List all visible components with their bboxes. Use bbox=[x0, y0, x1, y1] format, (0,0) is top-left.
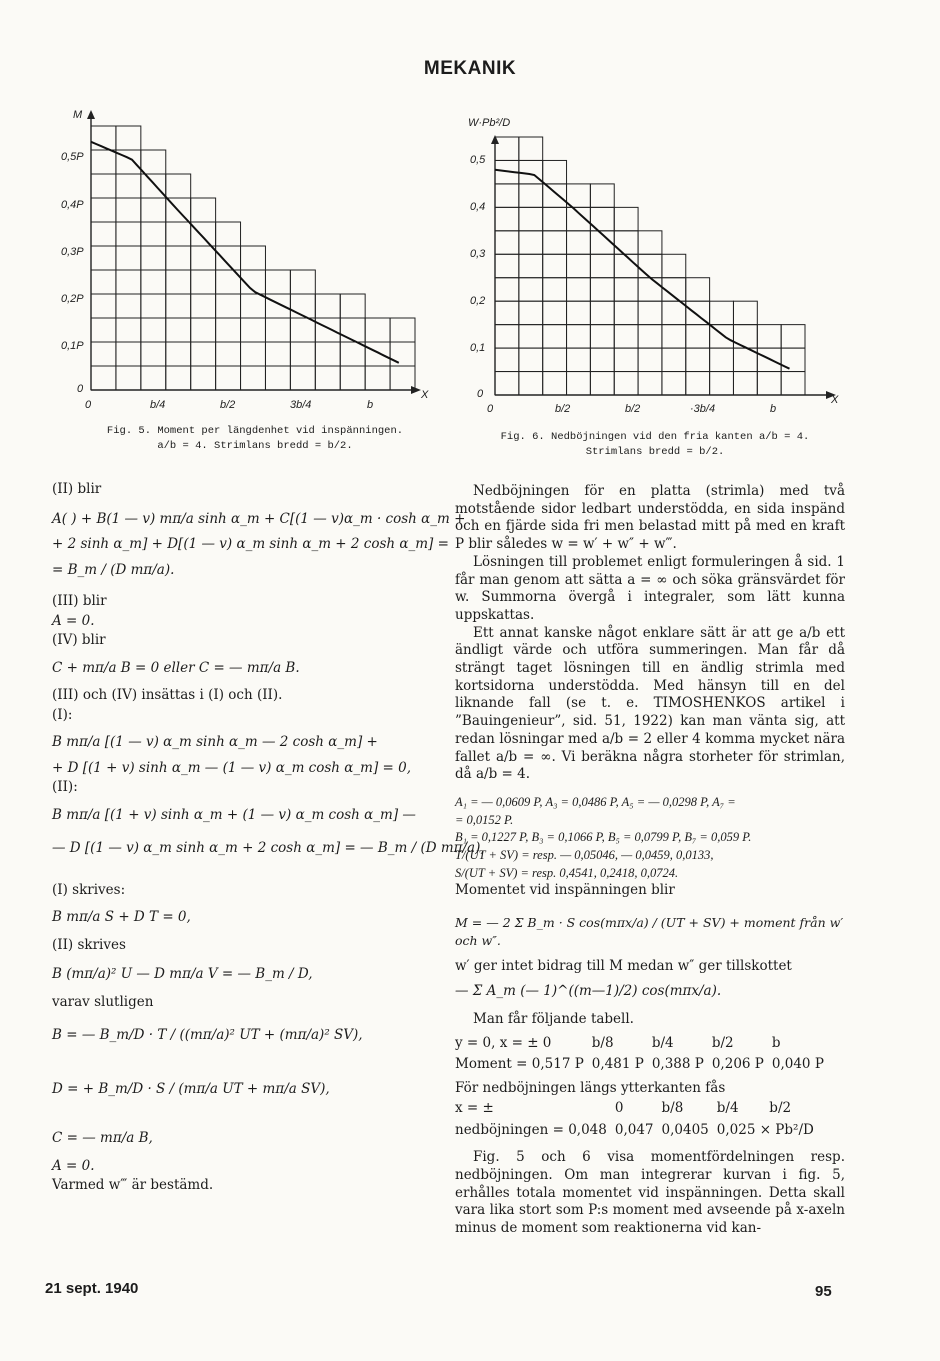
text-line: (I) skrives: bbox=[52, 881, 126, 898]
strip-grid-cell bbox=[495, 231, 519, 254]
strip-grid-cell bbox=[191, 342, 216, 366]
equation: A( ) + B(1 — v) mπ/a sinh α_m + C[(1 — v)α_m · cosh α_m + bbox=[52, 510, 466, 527]
strip-grid-cell bbox=[265, 318, 290, 342]
strip-grid-cell bbox=[116, 342, 141, 366]
strip-grid-cell bbox=[519, 184, 543, 207]
strip-grid-cell bbox=[216, 342, 241, 366]
table-cell: b bbox=[771, 1034, 781, 1051]
strip-grid-cell bbox=[495, 278, 519, 301]
fig6-ytick: 0,5 bbox=[470, 154, 486, 166]
strip-grid-cell bbox=[241, 246, 266, 270]
strip-grid-cell bbox=[116, 174, 141, 198]
strip-grid-cell bbox=[340, 294, 365, 318]
strip-grid-cell bbox=[495, 348, 519, 371]
figure-6-plot bbox=[465, 100, 855, 420]
strip-grid-cell bbox=[519, 348, 543, 371]
strip-grid-cell bbox=[638, 278, 662, 301]
strip-grid-cell bbox=[519, 278, 543, 301]
strip-grid-cell bbox=[519, 372, 543, 395]
fig5-caption-line-2: a/b = 4. Strimlans bredd = b/2. bbox=[157, 440, 353, 452]
strip-grid-cell bbox=[166, 342, 191, 366]
equation: D = + B_m/D · S / (mπ/a UT + mπ/a SV), bbox=[52, 1080, 330, 1097]
fig6-caption-line-1: Fig. 6. Nedböjningen vid den fria kanten a/b = 4. bbox=[500, 431, 810, 443]
strip-grid-cell bbox=[265, 270, 290, 294]
equation: C + mπ/a B = 0 eller C = — mπ/a B. bbox=[52, 659, 300, 676]
fig5-ytick: 0,2P bbox=[61, 293, 84, 305]
text-line: Momentet vid inspänningen blir bbox=[455, 882, 675, 899]
strip-grid-cell bbox=[290, 342, 315, 366]
strip-grid-cell bbox=[315, 366, 340, 390]
strip-grid-cell bbox=[141, 150, 166, 174]
table-cell: 0,025 × Pb²/D bbox=[716, 1121, 814, 1138]
strip-grid-cell bbox=[519, 254, 543, 277]
fig6-ytick: 0 bbox=[477, 388, 484, 400]
table-cell: b/2 bbox=[769, 1099, 792, 1116]
strip-grid-cell bbox=[265, 366, 290, 390]
fig6-xtick: b/2 bbox=[625, 403, 641, 415]
strip-grid-cell bbox=[166, 246, 191, 270]
table-cell: b/4 bbox=[716, 1099, 739, 1116]
strip-grid-cell bbox=[91, 222, 116, 246]
fig6-xtick: ·3b/4 bbox=[690, 403, 716, 415]
strip-grid-cell bbox=[390, 318, 415, 342]
strip-grid-cell bbox=[265, 294, 290, 318]
table-cell: y = 0, x = ± 0 bbox=[455, 1034, 552, 1051]
strip-grid-cell bbox=[191, 366, 216, 390]
strip-grid-cell bbox=[191, 198, 216, 222]
strip-grid-cell bbox=[495, 301, 519, 324]
strip-grid-cell bbox=[662, 325, 686, 348]
equation: B mπ/a [(1 — v) α_m sinh α_m — 2 cosh α_m] + bbox=[52, 734, 378, 750]
footer-date: 21 sept. 1940 bbox=[45, 1280, 139, 1297]
strip-grid-cell bbox=[614, 372, 638, 395]
equation: M = — 2 Σ B_m · S cos(mπx/a) / (UT + SV) + moment från w′ och w″. bbox=[455, 915, 844, 948]
strip-grid-cell bbox=[191, 294, 216, 318]
strip-grid-cell bbox=[365, 318, 390, 342]
strip-grid-cell bbox=[141, 246, 166, 270]
strip-grid-cell bbox=[141, 294, 166, 318]
fig5-caption bbox=[75, 424, 435, 454]
coefficient-line: B₁ = 0,1227 P, B₃ = 0,1066 P, B₅ = 0,0799 P, B₇ = 0,059 P. bbox=[455, 830, 752, 845]
strip-grid-cell bbox=[365, 366, 390, 390]
strip-grid-cell bbox=[710, 372, 734, 395]
table-row bbox=[455, 1054, 832, 1076]
table-row bbox=[455, 1033, 832, 1055]
strip-grid-cell bbox=[340, 342, 365, 366]
fig5-ytick: 0,5P bbox=[61, 151, 84, 163]
strip-grid-cell bbox=[543, 231, 567, 254]
table-cell: b/4 bbox=[651, 1034, 674, 1051]
fig5-xtick: 0 bbox=[85, 399, 92, 411]
strip-grid-cell bbox=[614, 325, 638, 348]
strip-grid-cell bbox=[91, 246, 116, 270]
fig6-deflection-curve bbox=[495, 170, 790, 369]
strip-grid-cell bbox=[567, 278, 591, 301]
strip-grid-cell bbox=[290, 366, 315, 390]
strip-grid-cell bbox=[241, 342, 266, 366]
figure-5 bbox=[55, 100, 435, 415]
strip-grid-cell bbox=[91, 294, 116, 318]
table-cell: 0,047 bbox=[614, 1121, 654, 1138]
table-cell: 0,388 P bbox=[651, 1056, 704, 1073]
fig6-xtick: b bbox=[770, 403, 777, 415]
fig6-ytick: 0,4 bbox=[470, 201, 486, 213]
strip-grid-cell bbox=[116, 126, 141, 150]
fig6-xtick: 0 bbox=[487, 403, 494, 415]
strip-grid-cell bbox=[757, 372, 781, 395]
fig6-ytick: 0,2 bbox=[470, 295, 486, 307]
strip-grid-cell bbox=[241, 294, 266, 318]
table-cell: b/8 bbox=[661, 1099, 684, 1116]
strip-grid-cell bbox=[191, 246, 216, 270]
coefficient-line: A₁ = — 0,0609 P, A₃ = 0,0486 P, A₅ = — 0,0298 P, A₇ = bbox=[455, 794, 736, 809]
strip-grid-cell bbox=[543, 207, 567, 230]
strip-grid-cell bbox=[91, 342, 116, 366]
figure-6 bbox=[465, 100, 855, 420]
strip-grid-cell bbox=[216, 366, 241, 390]
equation: = B_m / (D mπ/a). bbox=[52, 561, 175, 578]
strip-grid-cell bbox=[662, 301, 686, 324]
strip-grid-cell bbox=[638, 325, 662, 348]
table-cell: 0,206 P bbox=[711, 1056, 764, 1073]
strip-grid-cell bbox=[614, 301, 638, 324]
equation: B mπ/a S + D T = 0, bbox=[52, 909, 191, 925]
strip-grid-cell bbox=[495, 372, 519, 395]
strip-grid-cell bbox=[216, 246, 241, 270]
table-cell: 0,0405 bbox=[661, 1121, 709, 1138]
strip-grid-cell bbox=[638, 372, 662, 395]
strip-grid-cell bbox=[567, 231, 591, 254]
table-row bbox=[455, 1120, 822, 1142]
fig5-x-axis-label: X bbox=[421, 389, 429, 401]
strip-grid-cell bbox=[543, 184, 567, 207]
strip-grid-cell bbox=[116, 366, 141, 390]
strip-grid-cell bbox=[91, 150, 116, 174]
strip-grid-cell bbox=[141, 318, 166, 342]
text-line: (I): bbox=[52, 706, 73, 723]
strip-grid-cell bbox=[733, 325, 757, 348]
strip-grid-cell bbox=[241, 318, 266, 342]
strip-grid-cell bbox=[315, 342, 340, 366]
coefficient-line: T/(UT + SV) = resp. — 0,05046, — 0,0459, 0,0133, bbox=[455, 848, 714, 863]
deflection-table bbox=[455, 1098, 822, 1141]
fig6-y-axis-label: W·Pb²/D bbox=[468, 117, 511, 129]
strip-grid-cell bbox=[638, 301, 662, 324]
strip-grid-cell bbox=[216, 318, 241, 342]
strip-grid-cell bbox=[141, 198, 166, 222]
paragraph: Fig. 5 och 6 visa momentfördelningen resp. nedböjningen. Om man integrerar kurvan i fig. 5, erhålles totala momentet vid inspänningen. Detta skall vara lika stort som P:s moment med avseende på x-axeln minus de moment som reaktionerna vid kan- bbox=[455, 1149, 845, 1237]
strip-grid-cell bbox=[141, 174, 166, 198]
table-cell: Moment = 0,517 P bbox=[455, 1056, 584, 1073]
strip-grid-cell bbox=[662, 348, 686, 371]
strip-grid-cell bbox=[116, 270, 141, 294]
fig5-caption-line-1: Fig. 5. Moment per längdenhet vid inspänningen. bbox=[106, 425, 404, 437]
figure-5-plot bbox=[55, 100, 435, 415]
table-cell: 0,481 P bbox=[591, 1056, 644, 1073]
text-line: (IV) blir bbox=[52, 632, 106, 648]
fig6-xtick: b/2 bbox=[555, 403, 571, 415]
strip-grid-cell bbox=[290, 270, 315, 294]
strip-grid-cell bbox=[614, 254, 638, 277]
fig5-xtick: b/2 bbox=[220, 399, 236, 411]
equation: B = — B_m/D · T / ((mπ/a)² UT + (mπ/a)² SV), bbox=[52, 1027, 363, 1043]
strip-grid-cell bbox=[567, 372, 591, 395]
fig5-ytick: 0,1P bbox=[61, 340, 84, 352]
table-cell: x = ± bbox=[455, 1099, 494, 1116]
strip-grid-cell bbox=[116, 246, 141, 270]
text-line: Varmed w‴ är bestämd. bbox=[52, 1177, 214, 1193]
strip-grid-cell bbox=[166, 222, 191, 246]
strip-grid-cell bbox=[519, 137, 543, 160]
strip-grid-cell bbox=[567, 301, 591, 324]
fig6-ytick: 0,3 bbox=[470, 248, 486, 260]
strip-grid-cell bbox=[781, 348, 805, 371]
strip-grid-cell bbox=[141, 366, 166, 390]
fig5-ytick: 0,4P bbox=[61, 199, 84, 211]
table-cell: nedböjningen = 0,048 bbox=[455, 1121, 607, 1138]
strip-grid-cell bbox=[166, 174, 191, 198]
page-number: 95 bbox=[815, 1283, 832, 1300]
strip-grid-cell bbox=[290, 318, 315, 342]
strip-grid-cell bbox=[590, 301, 614, 324]
strip-grid-cell bbox=[191, 318, 216, 342]
strip-grid-cell bbox=[290, 294, 315, 318]
strip-grid-cell bbox=[216, 222, 241, 246]
fig6-caption-line-2: Strimlans bredd = b/2. bbox=[585, 446, 725, 458]
equation: B (mπ/a)² U — D mπ/a V = — B_m / D, bbox=[52, 966, 313, 982]
strip-grid-cell bbox=[590, 348, 614, 371]
strip-grid-cell bbox=[365, 342, 390, 366]
strip-grid-cell bbox=[519, 301, 543, 324]
strip-grid-cell bbox=[543, 160, 567, 183]
strip-grid-cell bbox=[638, 348, 662, 371]
strip-grid-cell bbox=[543, 254, 567, 277]
text-line: Man får följande tabell. bbox=[473, 1010, 634, 1027]
text-line: (II) blir bbox=[52, 481, 102, 497]
paragraph: Ett annat kanske något enklare sätt är att ge a/b ett ändligt värde och utföra summeringen. Man får då strängt taget lösningen till en ändlig strimla med kortsidorna understödda. Med hänsyn till en del liknande fall (se t. e. TIMOSHENKOS artikel i ”Bauingenieur”, sid. 51, 1922) kan man vänta sig, att redan lösningar med a/b = 2 eller 4 komma mycket nära fallet a/b = ∞. Vi beräkna några storheter för strimlan, då a/b = 4. bbox=[455, 624, 845, 783]
fig5-xtick: b bbox=[367, 399, 374, 411]
strip-grid-cell bbox=[543, 278, 567, 301]
strip-grid-cell bbox=[241, 366, 266, 390]
text-line: (II): bbox=[52, 779, 78, 795]
fig6-caption bbox=[480, 430, 830, 460]
fig5-ytick: 0,3P bbox=[61, 246, 84, 258]
table-cell: 0 bbox=[614, 1099, 624, 1116]
strip-grid-cell bbox=[495, 254, 519, 277]
strip-grid-cell bbox=[141, 222, 166, 246]
strip-grid-cell bbox=[662, 254, 686, 277]
paragraph: Nedböjningen för en platta (strimla) med två motstående sidor ledbart understödda, en sida inspänd och en fjärde sida fri men belastad mitt på med en kraft P blir således w = w′ + w″ + w‴. bbox=[455, 483, 845, 553]
strip-grid-cell bbox=[495, 325, 519, 348]
strip-grid-cell bbox=[340, 366, 365, 390]
equation: + 2 sinh α_m] + D[(1 — v) α_m sinh α_m + 2 cosh α_m] = bbox=[52, 536, 449, 552]
strip-grid-cell bbox=[166, 366, 191, 390]
strip-grid-cell bbox=[166, 318, 191, 342]
fig5-xtick: b/4 bbox=[150, 399, 166, 411]
strip-grid-cell bbox=[614, 231, 638, 254]
strip-grid-cell bbox=[686, 325, 710, 348]
strip-grid-cell bbox=[543, 301, 567, 324]
equation: — Σ A_m (— 1)^((m—1)/2) cos(mπx/a). bbox=[455, 983, 722, 1000]
strip-grid-cell bbox=[590, 278, 614, 301]
strip-grid-cell bbox=[519, 207, 543, 230]
equation: + D [(1 + v) sinh α_m — (1 — v) α_m cosh α_m] = 0, bbox=[52, 759, 411, 776]
strip-grid-cell bbox=[340, 318, 365, 342]
strip-grid-cell bbox=[191, 222, 216, 246]
fig5-ytick: 0 bbox=[77, 383, 84, 395]
strip-grid-cell bbox=[590, 254, 614, 277]
table-cell: 0,040 P bbox=[771, 1056, 824, 1073]
strip-grid-cell bbox=[91, 174, 116, 198]
strip-grid-cell bbox=[315, 318, 340, 342]
fig5-y-axis-label: M bbox=[73, 109, 83, 121]
strip-grid-cell bbox=[116, 198, 141, 222]
strip-grid-cell bbox=[638, 254, 662, 277]
strip-grid-cell bbox=[519, 325, 543, 348]
strip-grid-cell bbox=[590, 184, 614, 207]
strip-grid-cell bbox=[315, 294, 340, 318]
strip-grid-cell bbox=[781, 372, 805, 395]
strip-grid-cell bbox=[519, 231, 543, 254]
strip-grid-cell bbox=[91, 318, 116, 342]
text-line: w′ ger intet bidrag till M medan w″ ger tillskottet bbox=[455, 957, 792, 974]
strip-grid-cell bbox=[567, 325, 591, 348]
text-line: För nedböjningen längs ytterkanten fås bbox=[455, 1080, 726, 1097]
section-header: MEKANIK bbox=[423, 58, 517, 79]
strip-grid-cell bbox=[590, 325, 614, 348]
text-line: (III) blir bbox=[52, 593, 107, 609]
strip-grid-cell bbox=[781, 325, 805, 348]
strip-grid-cell bbox=[216, 294, 241, 318]
strip-grid-cell bbox=[166, 294, 191, 318]
strip-grid-cell bbox=[686, 372, 710, 395]
fig5-xtick: 3b/4 bbox=[290, 399, 312, 411]
strip-grid-cell bbox=[686, 348, 710, 371]
equation: A = 0. bbox=[52, 612, 95, 629]
text-line: (III) och (IV) insättas i (I) och (II). bbox=[52, 687, 283, 703]
strip-grid-cell bbox=[495, 184, 519, 207]
strip-grid-cell bbox=[614, 207, 638, 230]
strip-grid-cell bbox=[567, 348, 591, 371]
equation: B mπ/a [(1 + v) sinh α_m + (1 — v) α_m cosh α_m] — bbox=[52, 806, 416, 823]
strip-grid-cell bbox=[265, 342, 290, 366]
strip-grid-cell bbox=[191, 270, 216, 294]
strip-grid-cell bbox=[495, 207, 519, 230]
right-column bbox=[455, 483, 845, 1238]
coefficient-line: S/(UT + SV) = resp. 0,4541, 0,2418, 0,0724. bbox=[455, 865, 679, 880]
equation: A = 0. bbox=[52, 1157, 95, 1174]
strip-grid-cell bbox=[116, 294, 141, 318]
strip-grid-cell bbox=[91, 198, 116, 222]
fig5-moment-curve bbox=[91, 142, 399, 363]
strip-grid-cell bbox=[543, 372, 567, 395]
strip-grid-cell bbox=[543, 348, 567, 371]
table-cell: b/8 bbox=[591, 1034, 614, 1051]
strip-grid-cell bbox=[733, 372, 757, 395]
strip-grid-cell bbox=[495, 137, 519, 160]
strip-grid-cell bbox=[686, 278, 710, 301]
coefficient-line: = 0,0152 P. bbox=[455, 812, 514, 827]
strip-grid-cell bbox=[567, 254, 591, 277]
strip-grid-cell bbox=[590, 372, 614, 395]
strip-grid-cell bbox=[710, 301, 734, 324]
equation: C = — mπ/a B, bbox=[52, 1130, 153, 1146]
strip-grid-cell bbox=[141, 342, 166, 366]
paragraph: Lösningen till problemet enligt formuleringen å sid. 1 får man genom att sätta a = ∞ och söka gränsvärdet för w. Summorna övergå i integraler, som lätt kunna uppskattas. bbox=[455, 553, 845, 623]
strip-grid-cell bbox=[116, 318, 141, 342]
moment-table bbox=[455, 1033, 832, 1076]
strip-grid-cell bbox=[614, 348, 638, 371]
strip-grid-cell bbox=[567, 184, 591, 207]
text-line: (II) skrives bbox=[52, 936, 126, 953]
strip-grid-cell bbox=[710, 348, 734, 371]
table-row bbox=[455, 1098, 822, 1120]
strip-grid-cell bbox=[662, 372, 686, 395]
text-line: varav slutligen bbox=[52, 993, 154, 1010]
strip-grid-cell bbox=[543, 325, 567, 348]
equation: — D [(1 — v) α_m sinh α_m + 2 cosh α_m] = — B_m / (D mπ/a), bbox=[52, 840, 485, 856]
strip-grid-cell bbox=[614, 278, 638, 301]
fig6-x-axis-label: X bbox=[831, 394, 839, 406]
strip-grid-cell bbox=[116, 222, 141, 246]
strip-grid-cell bbox=[638, 231, 662, 254]
strip-grid-cell bbox=[166, 270, 191, 294]
fig6-ytick: 0,1 bbox=[470, 342, 486, 354]
strip-grid-cell bbox=[91, 366, 116, 390]
strip-grid-cell bbox=[91, 270, 116, 294]
strip-grid-cell bbox=[757, 325, 781, 348]
strip-grid-cell bbox=[390, 342, 415, 366]
table-cell: b/2 bbox=[711, 1034, 734, 1051]
strip-grid-cell bbox=[141, 270, 166, 294]
strip-grid-cell bbox=[733, 301, 757, 324]
